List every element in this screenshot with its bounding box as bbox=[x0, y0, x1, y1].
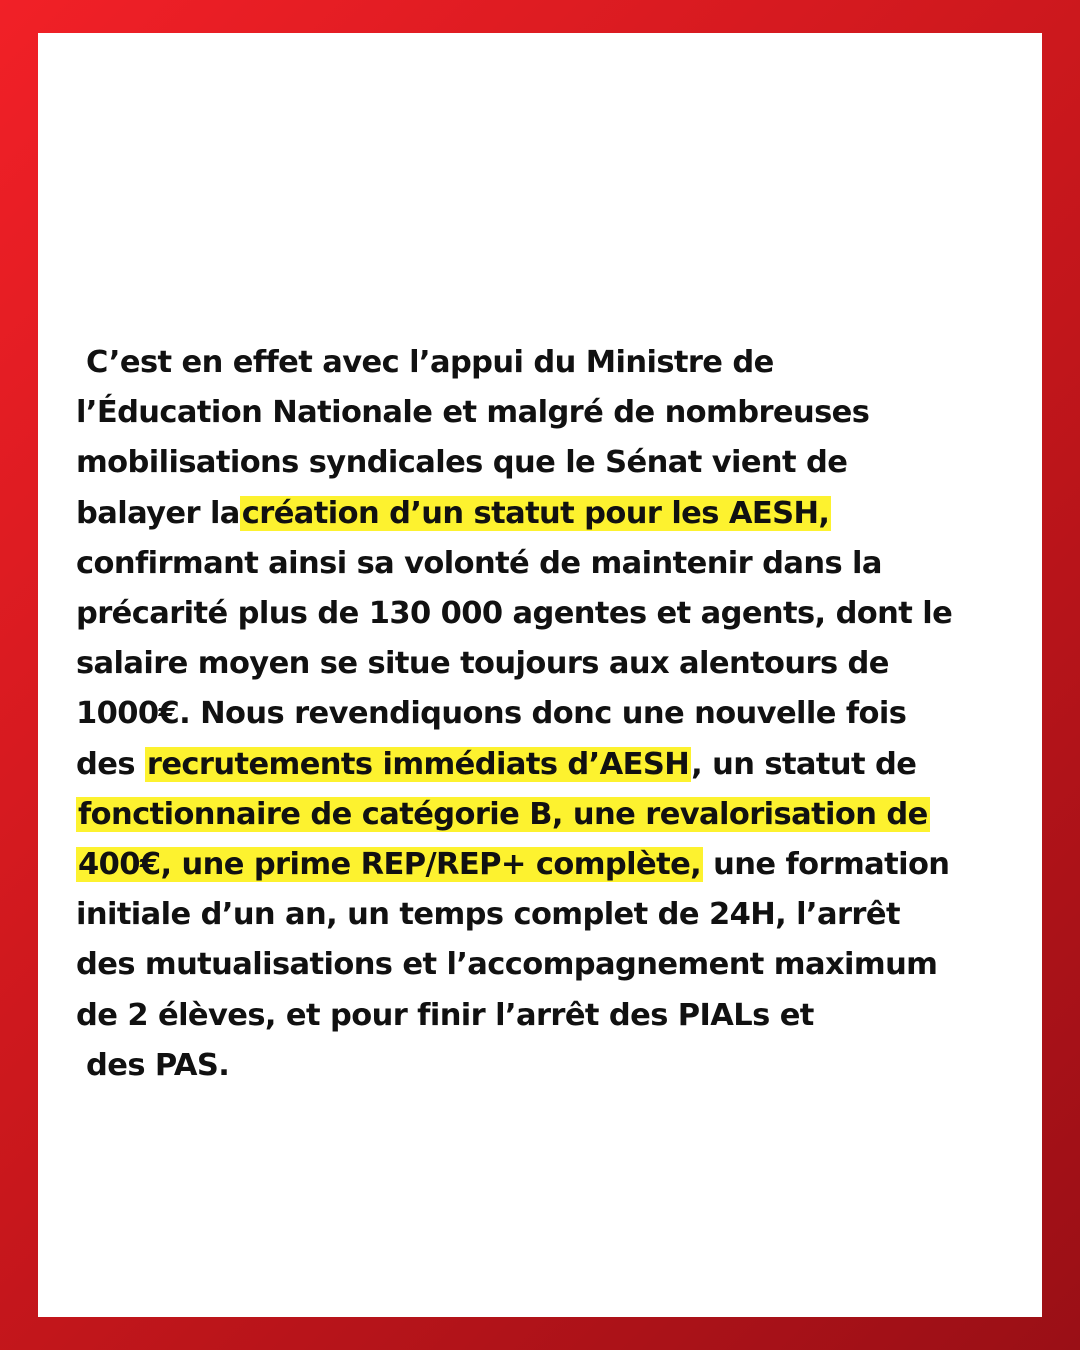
text-run: des bbox=[76, 746, 145, 782]
paragraph-line bbox=[76, 890, 1016, 940]
text-run: l’Éducation Nationale et malgré de nombreuses bbox=[76, 395, 870, 431]
paragraph-line bbox=[76, 489, 1016, 539]
paragraph-line bbox=[76, 940, 1016, 990]
paragraph-line bbox=[76, 689, 1016, 739]
paragraph-line bbox=[76, 1041, 1016, 1091]
text-run: C’est en effet avec l’appui du Ministre de bbox=[76, 345, 774, 380]
paragraph-line bbox=[76, 589, 1016, 639]
paragraph-line bbox=[76, 740, 1016, 790]
paragraph-line bbox=[76, 338, 1016, 388]
statement-paragraph bbox=[76, 338, 1016, 1091]
highlighted-text: recrutements immédiats d’AESH bbox=[146, 746, 690, 782]
text-run: balayer la bbox=[76, 495, 240, 531]
text-run: mobilisations syndicales que le Sénat vient de bbox=[76, 445, 848, 481]
highlighted-text: 400€, une prime REP/REP+ complète, bbox=[78, 847, 702, 883]
paragraph-line bbox=[76, 790, 1016, 840]
text-run: précarité plus de 130 000 agentes et agents, dont le bbox=[76, 596, 953, 632]
paragraph-line bbox=[76, 539, 1016, 589]
text-run: initiale d’un an, un temps complet de 24H, l’arrêt bbox=[76, 897, 900, 933]
text-run: des PAS. bbox=[76, 1047, 230, 1083]
highlighted-text: fonctionnaire de catégorie B, une revalorisation de bbox=[78, 796, 928, 832]
text-run: , un statut de bbox=[691, 746, 917, 782]
text-run: des mutualisations et l’accompagnement maximum bbox=[76, 947, 938, 983]
text-run: confirmant ainsi sa volonté de maintenir dans la bbox=[76, 545, 882, 581]
text-run: de 2 élèves, et pour finir l’arrêt des PIALs et bbox=[76, 997, 814, 1033]
text-run: une formation bbox=[703, 847, 950, 883]
text-run: 1000€. Nous revendiquons donc une nouvelle fois bbox=[76, 696, 907, 732]
paragraph-line bbox=[76, 840, 1016, 890]
paragraph-line bbox=[76, 388, 1016, 438]
paragraph-line bbox=[76, 639, 1016, 689]
highlighted-text: création d’un statut pour les AESH, bbox=[241, 495, 830, 531]
text-run: salaire moyen se situe toujours aux alentours de bbox=[76, 646, 889, 682]
text-card bbox=[38, 33, 1042, 1317]
paragraph-line bbox=[76, 438, 1016, 488]
paragraph-line bbox=[76, 991, 1016, 1041]
